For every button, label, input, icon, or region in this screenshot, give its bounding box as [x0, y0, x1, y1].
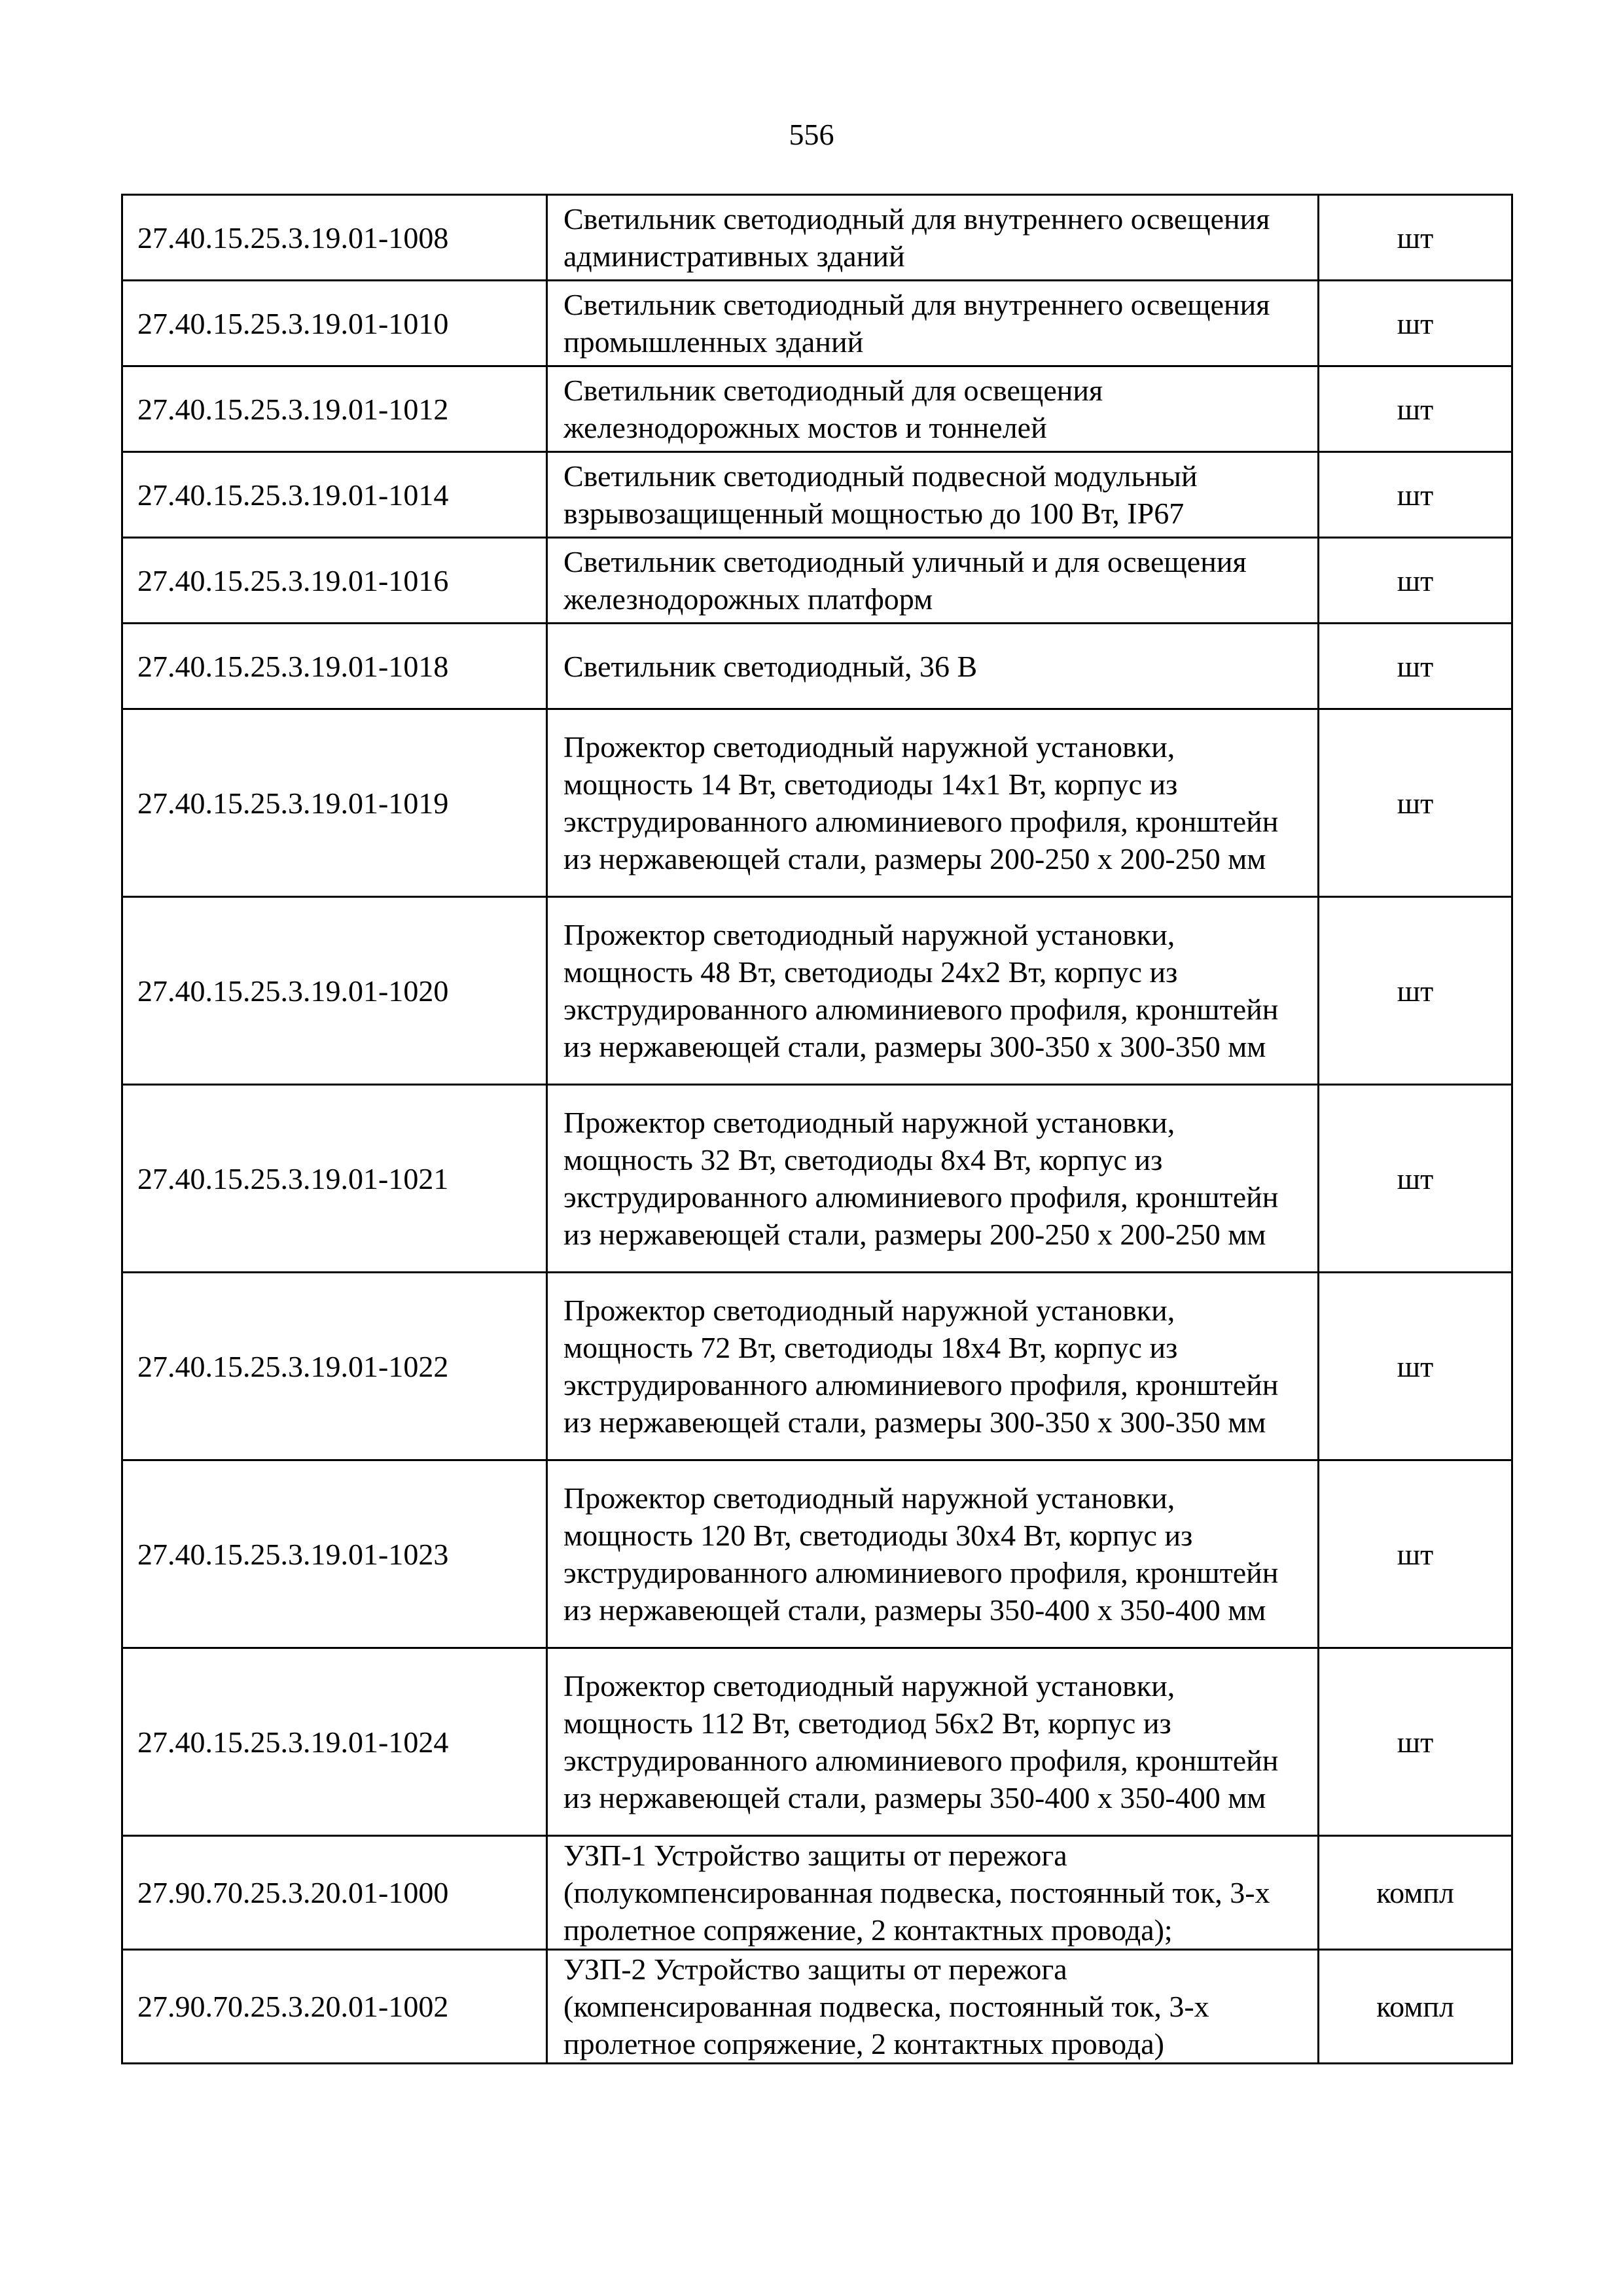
table-row	[122, 1460, 1512, 1648]
row-code: 27.40.15.25.3.19.01-1014	[122, 452, 547, 538]
row-code: 27.40.15.25.3.19.01-1012	[122, 366, 547, 452]
row-code: 27.40.15.25.3.19.01-1020	[122, 897, 547, 1085]
row-unit: шт	[1319, 281, 1512, 366]
row-unit: компл	[1319, 1836, 1512, 1950]
row-code: 27.90.70.25.3.20.01-1000	[122, 1836, 547, 1950]
table-row	[122, 1085, 1512, 1273]
table-row	[122, 1950, 1512, 2064]
row-code: 27.40.15.25.3.19.01-1018	[122, 624, 547, 709]
row-unit: шт	[1319, 1648, 1512, 1836]
table-row	[122, 709, 1512, 897]
row-unit: шт	[1319, 538, 1512, 624]
row-name: Прожектор светодиодный наружной установки, мощность 112 Вт, светодиод 56х2 Вт, корпус из экструдированного алюминиевого профиля, кронштейн из нержавеющей стали, размеры 350-400 х 350-400 мм	[547, 1648, 1319, 1836]
table-row	[122, 281, 1512, 366]
table-row	[122, 1273, 1512, 1460]
row-name: Прожектор светодиодный наружной установки, мощность 14 Вт, светодиоды 14х1 Вт, корпус из экструдированного алюминиевого профиля, кронштейн из нержавеющей стали, размеры 200-250 х 200-250 мм	[547, 709, 1319, 897]
row-name: Прожектор светодиодный наружной установки, мощность 120 Вт, светодиоды 30х4 Вт, корпус из экструдированного алюминиевого профиля, кронштейн из нержавеющей стали, размеры 350-400 х 350-400 мм	[547, 1460, 1319, 1648]
table-row	[122, 366, 1512, 452]
row-code: 27.90.70.25.3.20.01-1002	[122, 1950, 547, 2064]
table-row	[122, 452, 1512, 538]
row-unit: шт	[1319, 1460, 1512, 1648]
row-unit: шт	[1319, 624, 1512, 709]
row-unit: шт	[1319, 195, 1512, 281]
row-name: Светильник светодиодный, 36 В	[547, 624, 1319, 709]
table-row	[122, 195, 1512, 281]
row-code: 27.40.15.25.3.19.01-1019	[122, 709, 547, 897]
row-code: 27.40.15.25.3.19.01-1023	[122, 1460, 547, 1648]
row-unit: шт	[1319, 897, 1512, 1085]
page-number: 556	[789, 118, 834, 151]
resource-table	[121, 194, 1513, 2064]
row-unit: компл	[1319, 1950, 1512, 2064]
row-code: 27.40.15.25.3.19.01-1016	[122, 538, 547, 624]
row-code: 27.40.15.25.3.19.01-1010	[122, 281, 547, 366]
row-code: 27.40.15.25.3.19.01-1024	[122, 1648, 547, 1836]
table-row	[122, 1836, 1512, 1950]
row-unit: шт	[1319, 1085, 1512, 1273]
row-code: 27.40.15.25.3.19.01-1008	[122, 195, 547, 281]
row-name: УЗП-2 Устройство защиты от пережога (компенсированная подвеска, постоянный ток, 3-х пролетное сопряжение, 2 контактных провода)	[547, 1950, 1319, 2064]
row-code: 27.40.15.25.3.19.01-1022	[122, 1273, 547, 1460]
row-name: Светильник светодиодный для внутреннего освещения административных зданий	[547, 195, 1319, 281]
row-name: Прожектор светодиодный наружной установки, мощность 72 Вт, светодиоды 18х4 Вт, корпус из экструдированного алюминиевого профиля, кронштейн из нержавеющей стали, размеры 300-350 х 300-350 мм	[547, 1273, 1319, 1460]
row-name: Прожектор светодиодный наружной установки, мощность 32 Вт, светодиоды 8х4 Вт, корпус из экструдированного алюминиевого профиля, кронштейн из нержавеющей стали, размеры 200-250 х 200-250 мм	[547, 1085, 1319, 1273]
table-row	[122, 1648, 1512, 1836]
table-row	[122, 624, 1512, 709]
row-unit: шт	[1319, 452, 1512, 538]
row-unit: шт	[1319, 709, 1512, 897]
row-name: УЗП-1 Устройство защиты от пережога (полукомпенсированная подвеска, постоянный ток, 3-х пролетное сопряжение, 2 контактных провода);	[547, 1836, 1319, 1950]
row-unit: шт	[1319, 366, 1512, 452]
table-row	[122, 538, 1512, 624]
row-name: Светильник светодиодный подвесной модульный взрывозащищенный мощностью до 100 Вт, IP67	[547, 452, 1319, 538]
row-name: Светильник светодиодный уличный и для освещения железнодорожных платформ	[547, 538, 1319, 624]
row-name: Светильник светодиодный для внутреннего освещения промышленных зданий	[547, 281, 1319, 366]
table-row	[122, 897, 1512, 1085]
row-unit: шт	[1319, 1273, 1512, 1460]
row-name: Прожектор светодиодный наружной установки, мощность 48 Вт, светодиоды 24х2 Вт, корпус из экструдированного алюминиевого профиля, кронштейн из нержавеющей стали, размеры 300-350 х 300-350 мм	[547, 897, 1319, 1085]
row-code: 27.40.15.25.3.19.01-1021	[122, 1085, 547, 1273]
row-name: Светильник светодиодный для освещения железнодорожных мостов и тоннелей	[547, 366, 1319, 452]
